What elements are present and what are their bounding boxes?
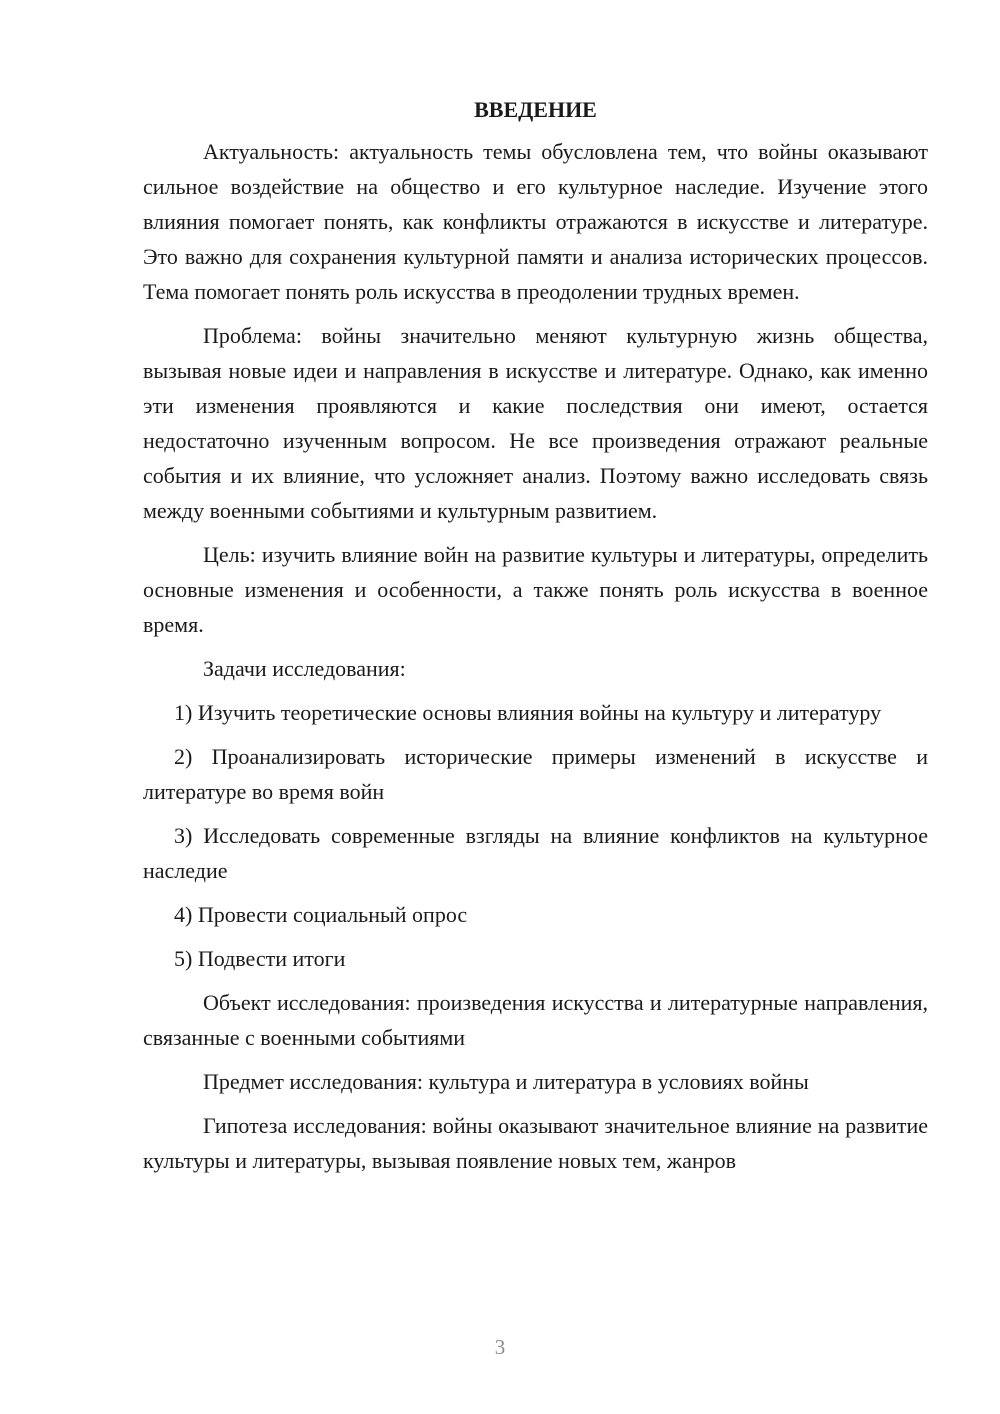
list-item-task-5: 5) Подвести итоги <box>174 946 346 971</box>
paragraph-hypothesis: Гипотеза исследования: войны оказывают значительное влияние на развитие культуры и литературы, вызывая появление новых тем, жанров <box>143 1113 928 1173</box>
page-title: ВВЕДЕНИЕ <box>474 97 597 122</box>
paragraph-goal: Цель: изучить влияние войн на развитие культуры и литературы, определить основные изменения и особенности, а также понять роль искусства в военное время. <box>143 542 928 637</box>
page-number: 3 <box>494 1335 506 1359</box>
paragraph-relevance: Актуальность: актуальность темы обусловлена тем, что войны оказывают сильное воздействие на общество и его культурное наследие. Изучение этого влияния помогает понять, как конфликты отражаются в искусстве и литературе. Это важно для сохранения культурной памяти и анализа исторических процессов. Тема помогает понять роль искусства в преодолении трудных времен. <box>143 139 928 304</box>
list-item-task-4: 4) Провести социальный опрос <box>174 902 468 927</box>
paragraph-tasks-heading: Задачи исследования: <box>203 656 406 681</box>
list-item-task-3: 3) Исследовать современные взгляды на влияние конфликтов на культурное наследие <box>143 823 928 883</box>
page-content <box>143 94 928 1178</box>
paragraph-problem: Проблема: войны значительно меняют культурную жизнь общества, вызывая новые идеи и направления в искусстве и литературе. Однако, как именно эти изменения проявляются и какие последствия они имеют, остается недостаточно изученным вопросом. Не все произведения отражают реальные события и их влияние, что усложняет анализ. Поэтому важно исследовать связь между военными событиями и культурным развитием. <box>143 323 928 523</box>
paragraph-object: Объект исследования: произведения искусства и литературные направления, связанные с военными событиями <box>143 990 928 1050</box>
list-item-task-1: 1) Изучить теоретические основы влияния войны на культуру и литературу <box>174 700 882 725</box>
paragraph-subject: Предмет исследования: культура и литература в условиях войны <box>203 1069 809 1094</box>
list-item-task-2: 2) Проанализировать исторические примеры изменений в искусстве и литературе во время войн <box>143 744 928 804</box>
